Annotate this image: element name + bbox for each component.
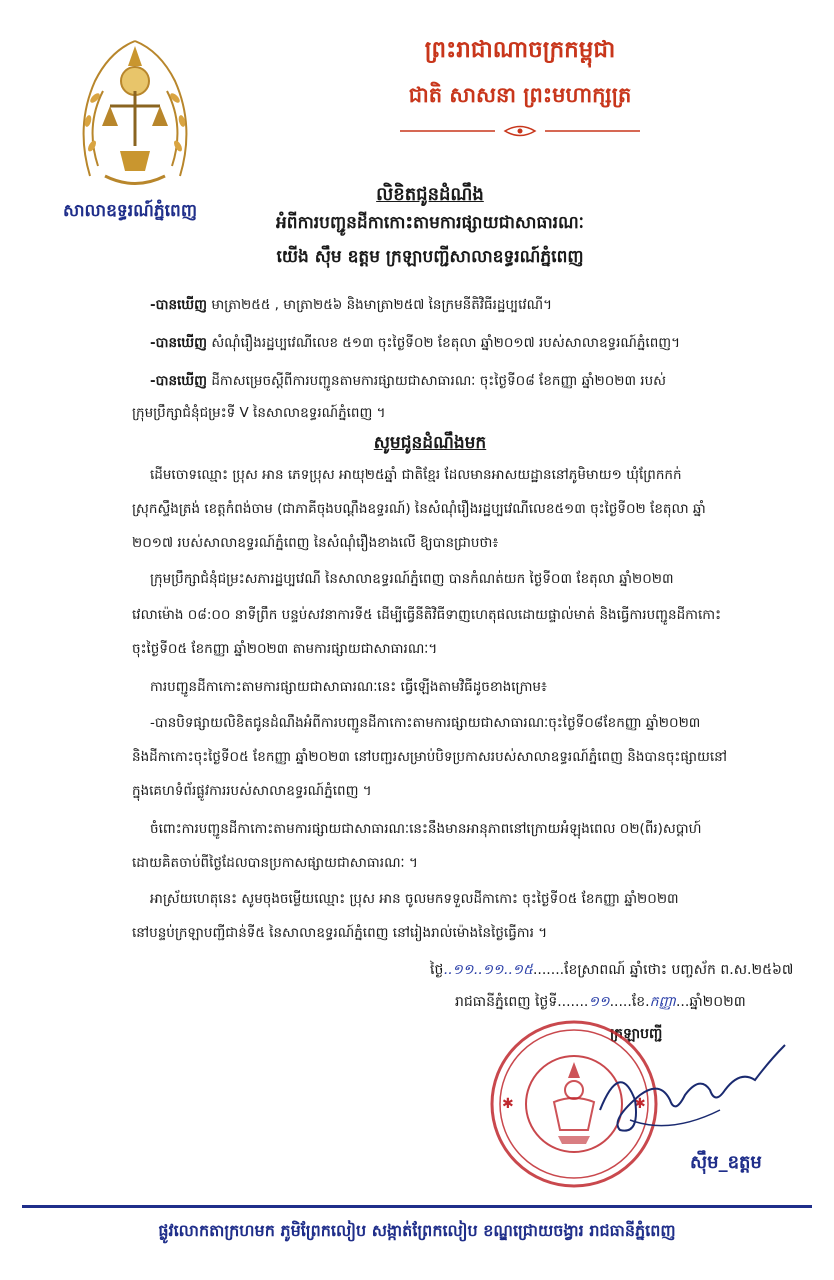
- document-subject: អំពីការបញ្ជូនដីកាកោះតាមការផ្សាយជាសាធារណៈ: [275, 213, 584, 233]
- reference-line: -បានឃើញ សំណុំរឿងរដ្ឋប្បវេណីលេខ ៥១៣ ចុះថ្ងៃទី០២ ខែតុលា ឆ្នាំ២០១៧ របស់សាលាឧទ្ធរណ៍ភ្នំពេញ។: [150, 335, 681, 351]
- court-emblem-icon: [70, 26, 200, 196]
- svg-text:✱: ✱: [634, 1096, 646, 1112]
- section-heading: សូមជូនដំណឹងមក: [373, 433, 487, 453]
- body-line: ការបញ្ជូនដីកាកោះតាមការផ្សាយជាសាធារណៈនេះ ធ្វើឡើងតាមវិធីដូចខាងក្រោម៖: [150, 679, 547, 695]
- body-line: ស្រុកស្ទឹងត្រង់ ខេត្តកំពង់ចាម (ជាភាគីចុងបណ្តឹងឧទ្ធរណ៍) នៃសំណុំរឿងរដ្ឋប្បវេណីលេខ៥១៣ ចុះថ្ងៃទី០២ ខែតុលា ឆ្នាំ: [132, 501, 706, 517]
- reference-line: -បានឃើញ មាត្រា២៥៥ , មាត្រា២៥៦ និងមាត្រា២៥៧ នៃក្រមនីតិវិធីរដ្ឋប្បវេណី។: [150, 297, 553, 313]
- footer-divider: [22, 1205, 812, 1208]
- reference-continuation: ក្រុមប្រឹក្សាជំនុំជម្រះទី V នៃសាលាឧទ្ធរណ៍ភ្នំពេញ ។: [132, 405, 386, 421]
- footer-address: ផ្លូវលោកតាក្រហមក ភូមិព្រែកលៀប សង្កាត់ព្រែកលៀប ខណ្ឌជ្រោយចង្វារ រាជធានីភ្នំពេញ: [158, 1221, 676, 1240]
- body-line: ដើមចោទឈ្មោះ ប្រុស អាន ភេទប្រុស អាយុ២៥ឆ្នាំ ជាតិខ្មែរ ដែលមានអាសយដ្ឋាននៅភូមិមាយ១ ឃុំព្រែកកក់: [150, 467, 682, 483]
- body-line: និងដីកាកោះចុះថ្ងៃទី០៥ ខែកញ្ញា ឆ្នាំ២០២៣ នៅបញ្ជរសម្រាប់បិទប្រកាសរបស់សាលាឧទ្ធរណ៍ភ្នំពេញ និងបានចុះផ្សាយនៅ: [132, 749, 728, 765]
- handwritten-date: ..១១..១១..១៥: [443, 962, 533, 978]
- body-line: ចុះថ្ងៃទី០៥ ខែកញ្ញា ឆ្នាំ២០២៣ តាមការផ្សាយជាសាធារណៈ។: [132, 641, 438, 657]
- body-line: -បានបិទផ្សាយលិខិតជូនដំណឹងអំពីការបញ្ជូនដីកាកោះតាមការផ្សាយជាសាធារណៈចុះថ្ងៃទី០៨ខែកញ្ញា ឆ្នាំ២០២៣: [150, 715, 701, 731]
- body-line: អាស្រ័យហេតុនេះ សូមចុងចម្លើយឈ្មោះ ប្រុស អាន ចូលមកទទួលដីកាកោះ ចុះថ្ងៃទី០៥ ខែកញ្ញា ឆ្នាំ២០២៣: [150, 891, 679, 907]
- document-title: លិខិតជូនដំណឹង: [376, 184, 484, 205]
- body-line: ដោយគិតចាប់ពីថ្ងៃដែលបានប្រកាសផ្សាយជាសាធារណៈ ។: [132, 855, 418, 871]
- body-line: ក្នុងគេហទំព័រផ្លូវការរបស់សាលាឧទ្ធរណ៍ភ្នំពេញ ។: [132, 783, 372, 799]
- court-name-label: សាលាឧទ្ធរណ៍ភ្នំពេញ: [62, 201, 198, 221]
- reference-line: -បានឃើញ ដីកាសម្រេចស្តីពីការបញ្ជូនតាមការផ្សាយជាសាធារណៈ ចុះថ្ងៃទី០៨ ខែកញ្ញា ឆ្នាំ២០២៣ របស់: [150, 373, 667, 389]
- svg-text:✱: ✱: [502, 1096, 514, 1112]
- body-line: ២០១៧ របស់សាលាឧទ្ធរណ៍ភ្នំពេញ នៃសំណុំរឿងខាងលើ ឱ្យបានជ្រាបថា៖: [132, 535, 499, 551]
- signer-name: ស៊ឹម_ឧត្តម: [690, 1152, 762, 1173]
- lunar-date-line: ថ្ងៃ..១១..១១..១៥.......ខែស្រាពណ៍ ឆ្នាំថោះ បញ្ចស័ក ព.ស.២៥៦៧: [430, 962, 794, 978]
- ornament-divider-icon: [400, 124, 640, 138]
- handwritten-signature: [590, 1040, 790, 1150]
- body-line: ចំពោះការបញ្ជូនដីកាកោះតាមការផ្សាយជាសាធារណៈនេះនឹងមានអានុភាពនៅក្រោយអំឡុងពេល ០២(ពីរ)សប្តាហ៍: [150, 821, 702, 837]
- body-line: នៅបន្ទប់ក្រឡាបញ្ជីជាន់ទី៥ នៃសាលាឧទ្ធរណ៍ភ្នំពេញ នៅរៀងរាល់ម៉ោងនៃថ្ងៃធ្វើការ ។: [132, 925, 548, 941]
- place-date-line: រាជធានីភ្នំពេញ ថ្ងៃទី.......១១.....ខែ.កញ្ញា...ឆ្នាំ២០២៣: [455, 994, 746, 1010]
- national-motto: ជាតិ សាសនា ព្រះមហាក្សត្រ: [408, 83, 632, 107]
- document-issuer: យើង ស៊ឹម ឧត្តម ក្រឡាបញ្ជីសាលាឧទ្ធរណ៍ភ្នំពេញ: [276, 247, 584, 267]
- signer-role: ក្រឡាបញ្ជី: [610, 1026, 663, 1042]
- body-line: ក្រុមប្រឹក្សាជំនុំជម្រះសភារដ្ឋប្បវេណី នៃសាលាឧទ្ធរណ៍ភ្នំពេញ បានកំណត់យក ថ្ងៃទី០៣ ខែតុលា ឆ្នាំ២០២៣: [150, 571, 674, 587]
- kingdom-heading: ព្រះរាជាណាចក្រកម្ពុជា: [424, 37, 616, 63]
- body-line: វេលាម៉ោង ០៨:០០ នាទីព្រឹក បន្ទប់សវនាការទី៥ ដើម្បីធ្វើនីតិវិធីទាញហេតុផលដោយផ្ទាល់មាត់ និងធ្វើការបញ្ជូនដីកាកោះ: [132, 607, 722, 623]
